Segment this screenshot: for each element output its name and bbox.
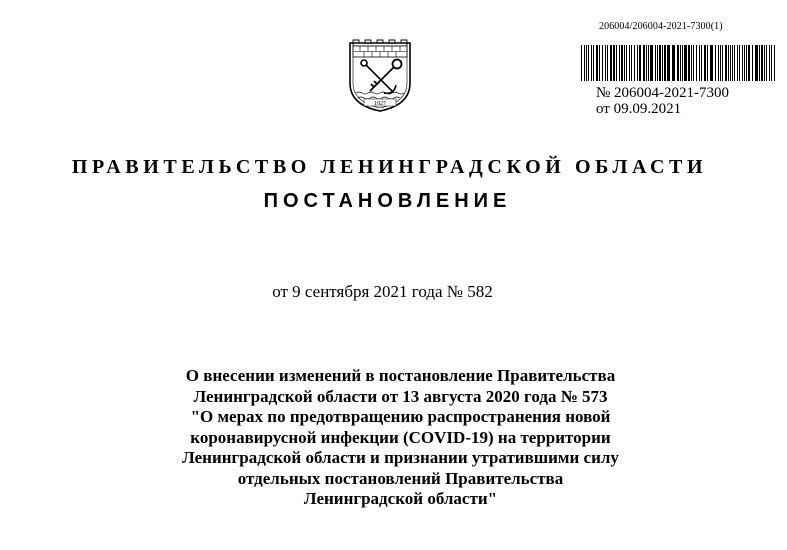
subject-line: Ленинградской области"	[303, 489, 498, 508]
document-type-text: ПОСТАНОВЛЕНИЕ	[263, 190, 512, 212]
subject-line: Ленинградской области от 13 августа 2020 года № 573	[193, 386, 608, 406]
document-id-top: 206004/206004-2021-7300(1)	[599, 21, 723, 32]
resolution-date-text: от 9 сентября 2021 года № 582	[272, 282, 493, 301]
registration-block	[596, 85, 729, 117]
resolution-subject	[0, 366, 787, 510]
resolution-date-line	[0, 282, 787, 302]
registration-number: № 206004-2021-7300	[596, 85, 730, 101]
barcode-icon	[581, 45, 776, 81]
subject-line: Ленинградской области и признании утратившими силу	[182, 448, 619, 467]
document-type	[0, 190, 787, 213]
subject-line: коронавирусной инфекции (COVID-19) на территории	[190, 427, 611, 447]
subject-line: отдельных постановлений Правительства	[237, 468, 564, 488]
emblem-caption: 1927	[374, 101, 386, 107]
registration-date: от 09.09.2021	[596, 101, 682, 117]
subject-line: "О мерах по предотвращению распространения новой	[190, 407, 611, 426]
coat-of-arms-icon	[344, 33, 416, 113]
government-title	[0, 156, 787, 179]
subject-line: О внесении изменений в постановление Правительства	[185, 366, 616, 385]
government-title-text: ПРАВИТЕЛЬСТВО ЛЕНИНГРАДСКОЙ ОБЛАСТИ	[71, 156, 708, 178]
